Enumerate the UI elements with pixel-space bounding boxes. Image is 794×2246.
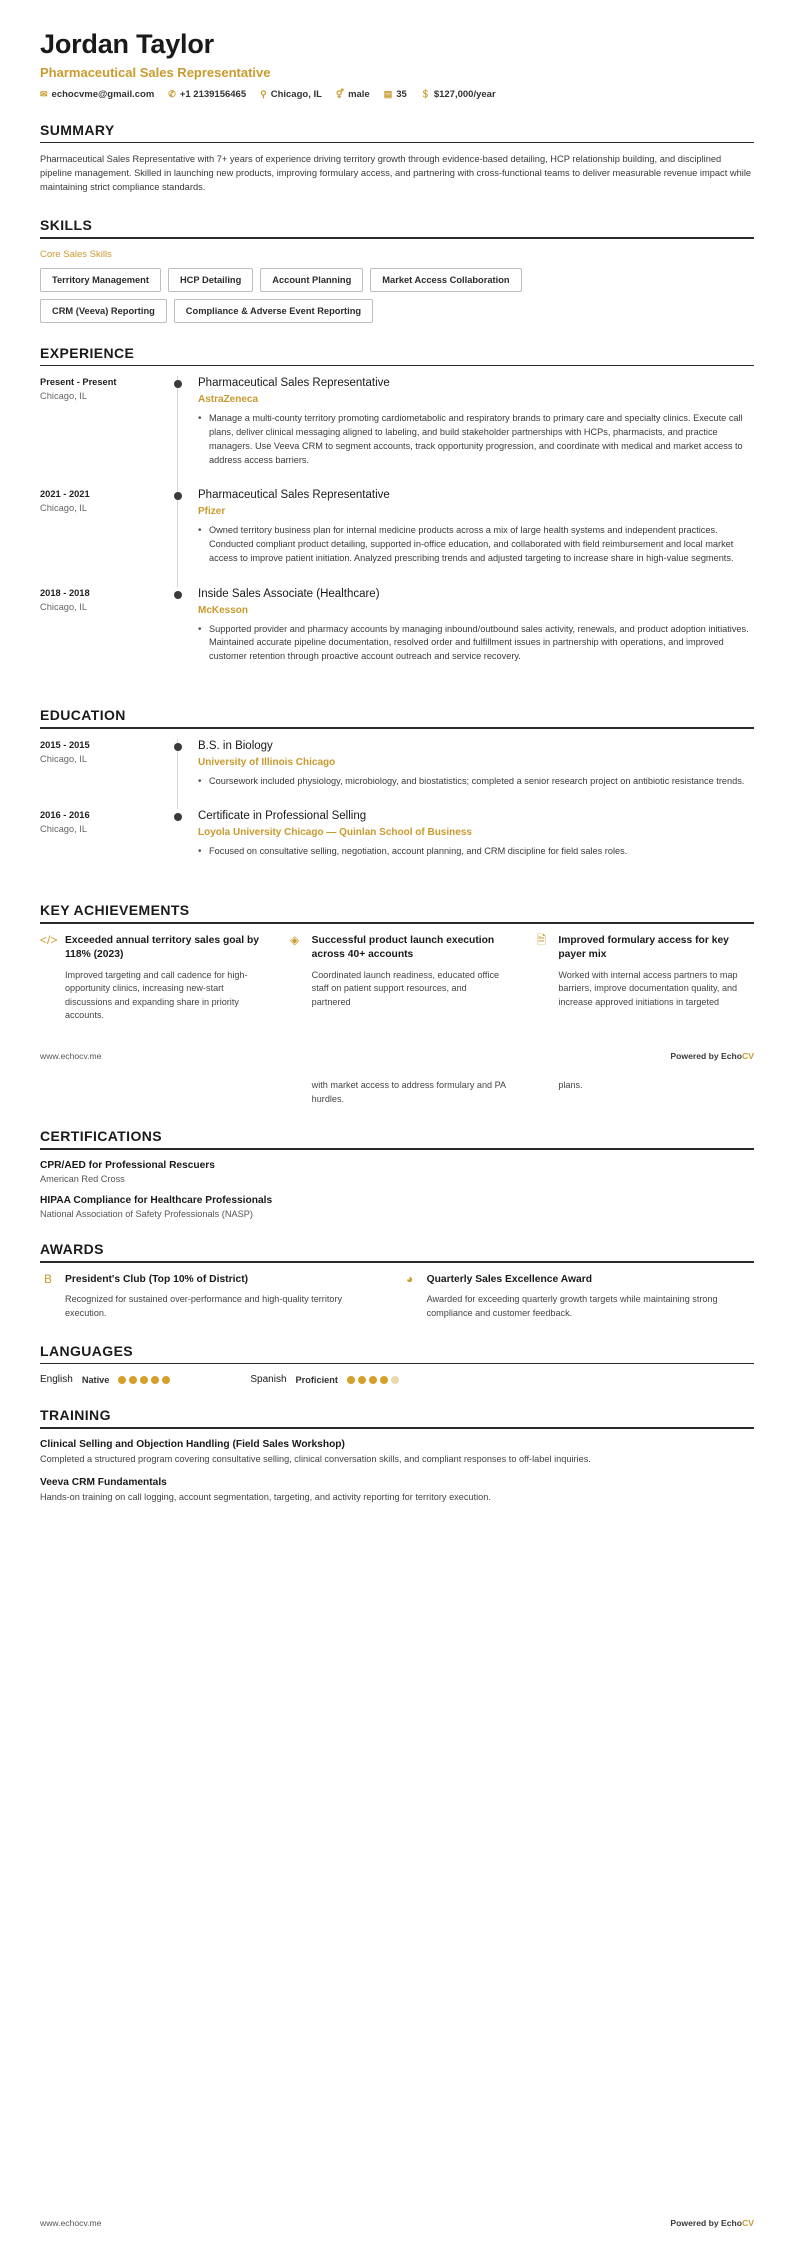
page-footer-top <box>40 1043 754 1061</box>
achievement-title: Successful product launch execution across 40+ accounts <box>311 934 495 960</box>
award-title: Quarterly Sales Excellence Award <box>426 1273 592 1285</box>
section-education <box>40 707 754 880</box>
education-heading: EDUCATION <box>40 707 126 724</box>
language-rating <box>118 1376 170 1384</box>
entry-bullets <box>198 775 754 789</box>
award-description: Awarded for exceeding quarterly growth targets while maintaining strong compliance and customer feedback. <box>426 1294 718 1319</box>
award-description: Recognized for sustained over-performance and high-quality territory execution. <box>65 1294 342 1319</box>
skill-chip: Territory Management <box>40 268 161 292</box>
certification-name: HIPAA Compliance for Healthcare Professionals <box>40 1194 273 1206</box>
contact-location-value: Chicago, IL <box>270 88 322 100</box>
contact-age-value: 35 <box>396 88 407 100</box>
gender-icon: ⚥ <box>335 88 345 99</box>
experience-heading: EXPERIENCE <box>40 344 135 361</box>
section-training <box>40 1407 754 1504</box>
skills-group-label: Core Sales Skills <box>40 248 112 260</box>
timeline-marker <box>172 376 198 488</box>
section-languages <box>40 1343 754 1386</box>
experience-entry <box>40 587 754 685</box>
section-experience <box>40 345 754 685</box>
certification-name: CPR/AED for Professional Rescuers <box>40 1159 215 1171</box>
language-item <box>40 1374 170 1385</box>
brand-echo: Echo <box>721 2218 743 2228</box>
achievement-description: Improved targeting and call cadence for high-opportunity clinics, increasing new-start discussions and expanding share in priority accounts. <box>65 969 248 1021</box>
entry-org: University of Illinois Chicago <box>198 756 336 768</box>
language-rating <box>347 1376 399 1384</box>
skill-chip: Compliance & Adverse Event Reporting <box>174 299 373 323</box>
achievement-continuation-item <box>287 1079 508 1106</box>
languages-heading: LANGUAGES <box>40 1342 134 1359</box>
contact-email <box>40 89 154 100</box>
entry-title: Inside Sales Associate (Healthcare) <box>198 587 380 600</box>
contact-salary <box>421 89 496 100</box>
header-role: Pharmaceutical Sales Representative <box>40 64 271 80</box>
footer-site: www.echocv.me <box>40 1051 102 1062</box>
entry-title: Certificate in Professional Selling <box>198 810 367 823</box>
section-key-achievements <box>40 902 754 1023</box>
footer-powered-label: Powered by <box>670 1051 722 1062</box>
bullet: • Manage a multi-county territory promoting cardiometabolic and respiratory brands to primary care and specialty clinics. Execute call plans, deliver clinical messaging aligned to labeling, and build stakeholder partnerships with HCPs, pharmacists, and practice managers. Use Veeva CRM to segment accounts, track opportunity progression, and coordinate with medical and market access to address access barriers. <box>198 412 754 467</box>
awards-grid <box>40 1273 754 1321</box>
language-level: Proficient <box>295 1374 338 1385</box>
timeline-marker <box>172 488 198 586</box>
achievement-item <box>40 934 261 1023</box>
achievement-description: Coordinated launch readiness, educated office staff on patient support resources, and partnered <box>311 969 500 1007</box>
entry-title: B.S. in Biology <box>198 739 273 752</box>
training-item <box>40 1477 754 1505</box>
entry-org: Loyola University Chicago — Quinlan School of Business <box>198 827 472 839</box>
certification-item <box>40 1160 754 1184</box>
bullet: • Owned territory business plan for internal medicine products across a mix of large health systems and independent practices. Conducted compliant product detailing, supported in-office education, and collaborated with field reimbursement and local market access to improve patient initiation. Analyzed prescribing trends and adjusted targeting to increase share in high-value segments. <box>198 524 754 565</box>
education-entry <box>40 809 754 880</box>
contact-gender-value: male <box>348 88 370 100</box>
language-name: Spanish <box>250 1374 287 1386</box>
contact-phone <box>168 89 246 100</box>
contact-phone-value: +1 2139156465 <box>179 88 247 100</box>
contact-email-value: echocvme@gmail.com <box>51 88 155 100</box>
language-name: English <box>40 1374 73 1386</box>
award-item <box>40 1273 376 1321</box>
bullet: • Coursework included physiology, microbiology, and biostatistics; completed a senior research project on antibiotic resistance trends. <box>198 775 754 789</box>
contact-bar <box>40 89 754 100</box>
training-description: Hands-on training on call logging, account segmentation, targeting, and activity reporting for territory execution. <box>40 1491 491 1502</box>
achievement-continuation-item <box>533 1079 754 1106</box>
certification-issuer: American Red Cross <box>40 1173 125 1184</box>
package-icon: ◈ <box>290 932 300 947</box>
certification-item <box>40 1195 754 1219</box>
entry-org: AstraZeneca <box>198 394 259 406</box>
achievements-continuation <box>40 1079 754 1106</box>
page-footer-bottom <box>40 2210 754 2228</box>
bullet: • Focused on consultative selling, negotiation, account planning, and CRM discipline for field sales roles. <box>198 845 754 859</box>
section-summary <box>40 122 754 195</box>
salary-icon: ＄ <box>420 88 430 99</box>
contact-age <box>384 89 407 100</box>
timeline-marker <box>172 809 198 880</box>
language-item <box>250 1374 399 1385</box>
document-icon: 🗎 <box>536 932 547 947</box>
languages-list <box>40 1374 754 1385</box>
contact-salary-value: $127,000/year <box>433 88 496 100</box>
footer-site: www.echocv.me <box>40 2218 102 2228</box>
email-icon: ✉ <box>40 88 48 99</box>
section-skills <box>40 217 754 323</box>
skills-list <box>40 268 754 292</box>
timeline-marker <box>172 739 198 810</box>
entry-bullets <box>198 412 754 467</box>
entry-location: Chicago, IL <box>40 391 88 402</box>
phone-icon: ✆ <box>168 88 176 99</box>
experience-entry <box>40 376 754 488</box>
skills-heading: SKILLS <box>40 217 93 234</box>
footer-powered-label: Powered by <box>670 2218 722 2228</box>
entry-org: Pfizer <box>198 506 226 518</box>
training-heading: TRAINING <box>40 1407 111 1424</box>
summary-text: Pharmaceutical Sales Representative with 7+ years of experience driving territory growth through evidence-based detailing, HCP relationship building, and disciplined pipeline management. Skilled in launching new products, improving formulary access, and partnering with cross-functional teams to deliver measurable revenue impact while maintaining strict compliance standards. <box>40 154 752 193</box>
calendar-icon: ▤ <box>383 88 393 99</box>
skill-chip: Account Planning <box>260 268 363 292</box>
education-entry <box>40 739 754 810</box>
footer-brand <box>670 2218 754 2228</box>
summary-heading: SUMMARY <box>40 121 115 138</box>
code-icon: </> <box>40 932 58 947</box>
section-awards <box>40 1241 754 1321</box>
awards-heading: AWARDS <box>40 1240 104 1257</box>
brand-echo: Echo <box>721 1051 743 1062</box>
award-item <box>402 1273 738 1321</box>
entry-date: 2018 - 2018 <box>40 587 90 598</box>
entry-bullets <box>198 524 754 565</box>
skill-chip: Market Access Collaboration <box>370 268 521 292</box>
clock-icon: ◕ <box>405 1271 414 1286</box>
footer-brand <box>670 1051 754 1061</box>
skill-chip: CRM (Veeva) Reporting <box>40 299 167 323</box>
entry-date: Present - Present <box>40 377 117 388</box>
bullet: • Supported provider and pharmacy accounts by managing inbound/outbound sales activity, renewals, and product adoption initiatives. Maintained accurate pipeline documentation, resolved order and fulfillment issues in partnership with operations, and improved customer retention through proactive account outreach and service recovery. <box>198 623 754 664</box>
skill-chip: HCP Detailing <box>168 268 253 292</box>
achievement-title: Exceeded annual territory sales goal by 118% (2023) <box>65 934 260 960</box>
entry-date: 2015 - 2015 <box>40 739 90 750</box>
entry-org: McKesson <box>198 604 249 616</box>
contact-location <box>260 89 322 100</box>
timeline-marker <box>172 587 198 685</box>
achievement-item <box>287 934 508 1023</box>
language-level: Native <box>81 1374 110 1385</box>
training-item <box>40 1439 754 1467</box>
entry-location: Chicago, IL <box>40 503 88 514</box>
training-name: Veeva CRM Fundamentals <box>40 1476 167 1488</box>
award-title: President's Club (Top 10% of District) <box>65 1273 249 1285</box>
achievements-grid <box>40 934 754 1023</box>
skills-list-row2 <box>40 299 754 323</box>
resume-header <box>40 0 754 100</box>
achievements-heading: KEY ACHIEVEMENTS <box>40 902 190 919</box>
contact-gender <box>336 89 370 100</box>
entry-bullets <box>198 845 754 859</box>
page-title: Jordan Taylor <box>40 29 214 59</box>
entry-location: Chicago, IL <box>40 753 88 764</box>
entry-title: Pharmaceutical Sales Representative <box>198 377 390 390</box>
certifications-heading: CERTIFICATIONS <box>40 1128 163 1145</box>
achievement-title: Improved formulary access for key payer mix <box>558 934 729 960</box>
training-name: Clinical Selling and Objection Handling (Field Sales Workshop) <box>40 1438 345 1450</box>
achievement-item <box>533 934 754 1023</box>
entry-date: 2021 - 2021 <box>40 489 90 500</box>
entry-location: Chicago, IL <box>40 601 88 612</box>
entry-title: Pharmaceutical Sales Representative <box>198 489 390 502</box>
achievement-continuation-item <box>40 1079 261 1106</box>
entry-location: Chicago, IL <box>40 824 88 835</box>
entry-date: 2016 - 2016 <box>40 810 90 821</box>
training-description: Completed a structured program covering consultative selling, clinical conversation skills, and compliant responses to off-label inquiries. <box>40 1453 591 1464</box>
badge-icon: B <box>43 1271 52 1286</box>
achievement-continuation-text: with market access to address formulary and PA hurdles. <box>311 1080 506 1104</box>
brand-cv: CV <box>742 2218 754 2228</box>
location-icon: ⚲ <box>260 88 267 99</box>
experience-entry <box>40 488 754 586</box>
entry-bullets <box>198 623 754 664</box>
achievement-description: Worked with internal access partners to map barriers, improve documentation quality, and increase approved initiations in targeted <box>558 969 738 1007</box>
section-certifications <box>40 1128 754 1219</box>
achievement-continuation-text: plans. <box>558 1080 583 1091</box>
certification-issuer: National Association of Safety Professionals (NASP) <box>40 1208 253 1219</box>
brand-cv: CV <box>742 1051 754 1062</box>
